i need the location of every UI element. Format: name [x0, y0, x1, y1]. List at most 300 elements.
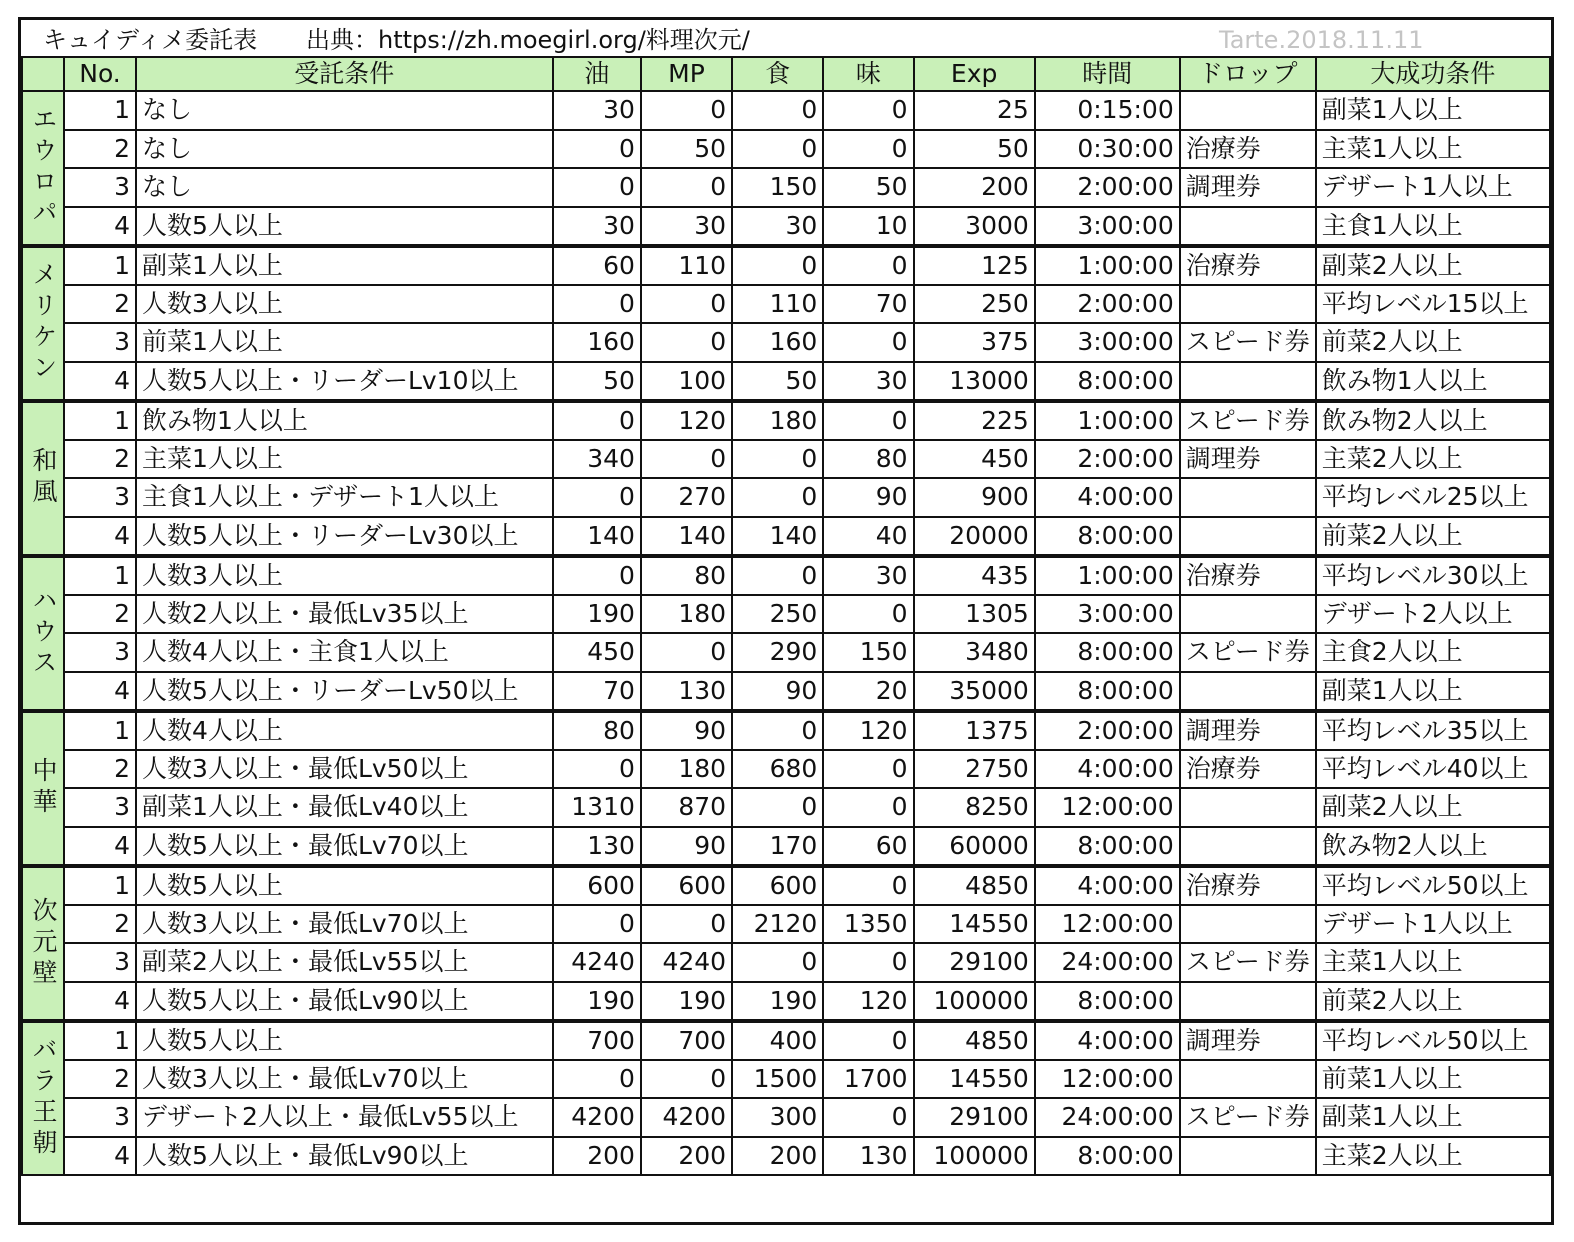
region-label: 次元壁 [22, 866, 64, 1021]
cell-bonus: 飲み物1人以上 [1316, 362, 1550, 401]
col-header-oil: 油 [553, 58, 641, 91]
cell-condition: 主食1人以上・デザート1人以上 [136, 478, 553, 517]
cell-condition: 飲み物1人以上 [136, 401, 553, 440]
cell-exp: 375 [914, 323, 1035, 362]
cell-food: 90 [732, 672, 823, 711]
region-label: ハウス [22, 556, 64, 711]
table-row [22, 866, 1550, 905]
cell-exp: 14550 [914, 1060, 1035, 1099]
cell-food: 0 [732, 943, 823, 982]
cell-drop: 治療券 [1180, 130, 1316, 169]
cell-condition: なし [136, 130, 553, 169]
cell-food: 50 [732, 362, 823, 401]
cell-exp: 250 [914, 285, 1035, 324]
cell-exp: 3000 [914, 207, 1035, 246]
cell-mp: 200 [641, 1137, 732, 1176]
cell-drop [1180, 362, 1316, 401]
cell-mp: 0 [641, 91, 732, 130]
cell-drop [1180, 1137, 1316, 1176]
table-row [22, 91, 1550, 130]
table-row [22, 440, 1550, 479]
cell-taste: 150 [823, 633, 913, 672]
cell-food: 160 [732, 323, 823, 362]
cell-food: 190 [732, 982, 823, 1021]
cell-taste: 30 [823, 362, 913, 401]
col-header-region [22, 58, 64, 91]
cell-taste: 0 [823, 788, 913, 827]
cell-drop [1180, 595, 1316, 634]
cell-drop [1180, 1060, 1316, 1099]
cell-mp: 0 [641, 285, 732, 324]
cell-mp: 0 [641, 168, 732, 207]
cell-oil: 190 [553, 982, 641, 1021]
cell-bonus: 平均レベル25以上 [1316, 478, 1550, 517]
cell-time: 3:00:00 [1035, 595, 1180, 634]
region-label: メリケン [22, 246, 64, 401]
cell-bonus: 平均レベル30以上 [1316, 556, 1550, 595]
cell-oil: 0 [553, 478, 641, 517]
cell-food: 0 [732, 130, 823, 169]
cell-bonus: 主菜1人以上 [1316, 130, 1550, 169]
cell-mp: 270 [641, 478, 732, 517]
cell-food: 0 [732, 556, 823, 595]
cell-taste: 0 [823, 91, 913, 130]
cell-drop [1180, 827, 1316, 866]
cell-food: 30 [732, 207, 823, 246]
cell-condition: 人数5人以上・リーダーLv50以上 [136, 672, 553, 711]
cell-no: 1 [64, 401, 136, 440]
cell-time: 12:00:00 [1035, 905, 1180, 944]
cell-exp: 29100 [914, 943, 1035, 982]
cell-time: 24:00:00 [1035, 943, 1180, 982]
cell-bonus: 前菜2人以上 [1316, 517, 1550, 556]
cell-oil: 0 [553, 556, 641, 595]
table-row [22, 168, 1550, 207]
cell-condition: 人数3人以上 [136, 556, 553, 595]
cell-condition: 副菜2人以上・最低Lv55以上 [136, 943, 553, 982]
col-header-time: 時間 [1035, 58, 1180, 91]
cell-mp: 130 [641, 672, 732, 711]
cell-time: 4:00:00 [1035, 1021, 1180, 1060]
cell-exp: 100000 [914, 1137, 1035, 1176]
cell-exp: 60000 [914, 827, 1035, 866]
table-row [22, 943, 1550, 982]
cell-exp: 14550 [914, 905, 1035, 944]
region-label: バラ王朝 [22, 1021, 64, 1176]
cell-food: 0 [732, 440, 823, 479]
cell-condition: なし [136, 91, 553, 130]
region-label: エウロパ [22, 91, 64, 246]
cell-exp: 8250 [914, 788, 1035, 827]
cell-taste: 1700 [823, 1060, 913, 1099]
cell-condition: 人数5人以上・最低Lv70以上 [136, 827, 553, 866]
cell-exp: 435 [914, 556, 1035, 595]
cell-oil: 4240 [553, 943, 641, 982]
cell-time: 12:00:00 [1035, 788, 1180, 827]
cell-oil: 700 [553, 1021, 641, 1060]
table-row [22, 788, 1550, 827]
cell-time: 12:00:00 [1035, 1060, 1180, 1099]
cell-bonus: 主菜2人以上 [1316, 1137, 1550, 1176]
col-header-condition: 受託条件 [136, 58, 553, 91]
cell-no: 4 [64, 207, 136, 246]
cell-condition: 人数4人以上・主食1人以上 [136, 633, 553, 672]
cell-condition: 人数5人以上 [136, 866, 553, 905]
cell-condition: 人数5人以上・最低Lv90以上 [136, 982, 553, 1021]
cell-exp: 4850 [914, 1021, 1035, 1060]
cell-taste: 120 [823, 982, 913, 1021]
table-row [22, 130, 1550, 169]
title-bar [21, 20, 1551, 58]
source-note: 出典：https://zh.moegirl.org/料理次元/ [306, 26, 750, 54]
cell-oil: 0 [553, 130, 641, 169]
cell-mp: 870 [641, 788, 732, 827]
cell-bonus: 平均レベル40以上 [1316, 750, 1550, 789]
cell-no: 1 [64, 246, 136, 285]
cell-oil: 30 [553, 207, 641, 246]
cell-no: 1 [64, 91, 136, 130]
cell-condition: 人数3人以上・最低Lv50以上 [136, 750, 553, 789]
sheet-title: キュイディメ委託表 [43, 26, 258, 54]
cell-bonus: 副菜1人以上 [1316, 91, 1550, 130]
cell-taste: 130 [823, 1137, 913, 1176]
cell-oil: 200 [553, 1137, 641, 1176]
cell-condition: 人数5人以上 [136, 207, 553, 246]
table-row [22, 1060, 1550, 1099]
cell-condition: 人数3人以上・最低Lv70以上 [136, 905, 553, 944]
table-row [22, 246, 1550, 285]
cell-no: 4 [64, 982, 136, 1021]
cell-drop [1180, 982, 1316, 1021]
cell-drop [1180, 672, 1316, 711]
cell-bonus: 平均レベル50以上 [1316, 1021, 1550, 1060]
cell-food: 150 [732, 168, 823, 207]
cell-mp: 0 [641, 440, 732, 479]
cell-mp: 600 [641, 866, 732, 905]
cell-bonus: 平均レベル35以上 [1316, 711, 1550, 750]
cell-no: 3 [64, 633, 136, 672]
table-row [22, 207, 1550, 246]
table-row [22, 982, 1550, 1021]
cell-food: 250 [732, 595, 823, 634]
cell-time: 24:00:00 [1035, 1098, 1180, 1137]
cell-oil: 160 [553, 323, 641, 362]
table-row [22, 285, 1550, 324]
cell-mp: 180 [641, 595, 732, 634]
cell-mp: 4240 [641, 943, 732, 982]
cell-food: 680 [732, 750, 823, 789]
cell-oil: 0 [553, 750, 641, 789]
cell-time: 8:00:00 [1035, 362, 1180, 401]
cell-drop: 調理券 [1180, 1021, 1316, 1060]
cell-drop: 治療券 [1180, 866, 1316, 905]
cell-exp: 1375 [914, 711, 1035, 750]
cell-time: 4:00:00 [1035, 750, 1180, 789]
cell-no: 3 [64, 1098, 136, 1137]
cell-food: 2120 [732, 905, 823, 944]
cell-food: 0 [732, 478, 823, 517]
cell-taste: 120 [823, 711, 913, 750]
cell-no: 3 [64, 323, 136, 362]
cell-mp: 110 [641, 246, 732, 285]
cell-exp: 3480 [914, 633, 1035, 672]
cell-bonus: 前菜1人以上 [1316, 1060, 1550, 1099]
table-row [22, 517, 1550, 556]
cell-condition: 人数2人以上・最低Lv35以上 [136, 595, 553, 634]
cell-mp: 80 [641, 556, 732, 595]
cell-drop: 治療券 [1180, 750, 1316, 789]
col-header-food: 食 [732, 58, 823, 91]
cell-time: 3:00:00 [1035, 207, 1180, 246]
cell-oil: 190 [553, 595, 641, 634]
col-header-drop: ドロップ [1180, 58, 1316, 91]
cell-exp: 200 [914, 168, 1035, 207]
table-body [22, 91, 1550, 1175]
cell-time: 8:00:00 [1035, 827, 1180, 866]
cell-no: 1 [64, 556, 136, 595]
cell-exp: 100000 [914, 982, 1035, 1021]
cell-no: 4 [64, 1137, 136, 1176]
col-header-taste: 味 [823, 58, 913, 91]
cell-taste: 0 [823, 1098, 913, 1137]
cell-oil: 1310 [553, 788, 641, 827]
cell-exp: 29100 [914, 1098, 1035, 1137]
cell-no: 1 [64, 1021, 136, 1060]
cell-food: 110 [732, 285, 823, 324]
cell-drop: 調理券 [1180, 711, 1316, 750]
cell-time: 2:00:00 [1035, 285, 1180, 324]
cell-condition: 前菜1人以上 [136, 323, 553, 362]
cell-taste: 30 [823, 556, 913, 595]
cell-exp: 50 [914, 130, 1035, 169]
cell-condition: 主菜1人以上 [136, 440, 553, 479]
cell-time: 3:00:00 [1035, 323, 1180, 362]
cell-condition: デザート2人以上・最低Lv55以上 [136, 1098, 553, 1137]
cell-condition: 人数3人以上 [136, 285, 553, 324]
table-row [22, 905, 1550, 944]
cell-mp: 700 [641, 1021, 732, 1060]
cell-taste: 70 [823, 285, 913, 324]
cell-mp: 4200 [641, 1098, 732, 1137]
cell-bonus: 飲み物2人以上 [1316, 401, 1550, 440]
cell-taste: 0 [823, 1021, 913, 1060]
cell-drop [1180, 478, 1316, 517]
commission-table [21, 58, 1551, 1176]
table-row [22, 1098, 1550, 1137]
cell-no: 4 [64, 517, 136, 556]
cell-exp: 2750 [914, 750, 1035, 789]
cell-no: 4 [64, 672, 136, 711]
cell-exp: 125 [914, 246, 1035, 285]
table-row [22, 827, 1550, 866]
cell-no: 1 [64, 866, 136, 905]
cell-oil: 50 [553, 362, 641, 401]
cell-no: 2 [64, 285, 136, 324]
cell-time: 1:00:00 [1035, 246, 1180, 285]
cell-food: 300 [732, 1098, 823, 1137]
cell-taste: 10 [823, 207, 913, 246]
cell-condition: 人数5人以上・リーダーLv30以上 [136, 517, 553, 556]
cell-no: 3 [64, 943, 136, 982]
cell-taste: 50 [823, 168, 913, 207]
cell-no: 2 [64, 440, 136, 479]
cell-food: 0 [732, 91, 823, 130]
cell-time: 2:00:00 [1035, 168, 1180, 207]
cell-food: 1500 [732, 1060, 823, 1099]
cell-food: 600 [732, 866, 823, 905]
cell-oil: 4200 [553, 1098, 641, 1137]
cell-time: 0:30:00 [1035, 130, 1180, 169]
cell-time: 8:00:00 [1035, 517, 1180, 556]
cell-exp: 450 [914, 440, 1035, 479]
cell-drop [1180, 91, 1316, 130]
cell-mp: 0 [641, 905, 732, 944]
cell-drop: スピード券 [1180, 323, 1316, 362]
cell-time: 1:00:00 [1035, 556, 1180, 595]
cell-time: 4:00:00 [1035, 478, 1180, 517]
cell-no: 3 [64, 788, 136, 827]
cell-taste: 1350 [823, 905, 913, 944]
cell-condition: 副菜1人以上・最低Lv40以上 [136, 788, 553, 827]
cell-condition: 人数3人以上・最低Lv70以上 [136, 1060, 553, 1099]
cell-mp: 140 [641, 517, 732, 556]
cell-drop: スピード券 [1180, 401, 1316, 440]
cell-bonus: 副菜1人以上 [1316, 672, 1550, 711]
commission-sheet [18, 17, 1554, 1225]
cell-bonus: 主菜2人以上 [1316, 440, 1550, 479]
cell-taste: 40 [823, 517, 913, 556]
table-row [22, 478, 1550, 517]
cell-no: 4 [64, 362, 136, 401]
cell-bonus: 主菜1人以上 [1316, 943, 1550, 982]
table-row [22, 362, 1550, 401]
cell-mp: 0 [641, 323, 732, 362]
cell-exp: 13000 [914, 362, 1035, 401]
cell-drop: スピード券 [1180, 943, 1316, 982]
cell-drop: スピード券 [1180, 633, 1316, 672]
cell-oil: 600 [553, 866, 641, 905]
cell-no: 1 [64, 711, 136, 750]
cell-drop: 調理券 [1180, 440, 1316, 479]
cell-bonus: 飲み物2人以上 [1316, 827, 1550, 866]
cell-taste: 0 [823, 943, 913, 982]
cell-oil: 0 [553, 285, 641, 324]
cell-time: 8:00:00 [1035, 982, 1180, 1021]
cell-oil: 30 [553, 91, 641, 130]
cell-drop [1180, 517, 1316, 556]
cell-mp: 120 [641, 401, 732, 440]
cell-mp: 0 [641, 1060, 732, 1099]
header-row [22, 58, 1550, 91]
cell-food: 400 [732, 1021, 823, 1060]
cell-taste: 90 [823, 478, 913, 517]
region-label: 和風 [22, 401, 64, 556]
table-row [22, 323, 1550, 362]
cell-drop [1180, 285, 1316, 324]
cell-oil: 0 [553, 1060, 641, 1099]
cell-drop [1180, 905, 1316, 944]
cell-oil: 140 [553, 517, 641, 556]
cell-time: 2:00:00 [1035, 440, 1180, 479]
col-header-mp: MP [641, 58, 732, 91]
cell-oil: 0 [553, 905, 641, 944]
cell-bonus: 副菜2人以上 [1316, 788, 1550, 827]
cell-food: 180 [732, 401, 823, 440]
cell-no: 4 [64, 827, 136, 866]
cell-exp: 1305 [914, 595, 1035, 634]
cell-drop: スピード券 [1180, 1098, 1316, 1137]
cell-oil: 70 [553, 672, 641, 711]
cell-mp: 50 [641, 130, 732, 169]
cell-mp: 30 [641, 207, 732, 246]
cell-oil: 60 [553, 246, 641, 285]
cell-mp: 190 [641, 982, 732, 1021]
cell-exp: 20000 [914, 517, 1035, 556]
cell-bonus: デザート1人以上 [1316, 905, 1550, 944]
cell-condition: 副菜1人以上 [136, 246, 553, 285]
cell-bonus: 主食1人以上 [1316, 207, 1550, 246]
cell-taste: 20 [823, 672, 913, 711]
cell-food: 0 [732, 246, 823, 285]
col-header-exp: Exp [914, 58, 1035, 91]
cell-food: 290 [732, 633, 823, 672]
cell-oil: 130 [553, 827, 641, 866]
cell-oil: 340 [553, 440, 641, 479]
table-row [22, 711, 1550, 750]
cell-bonus: 副菜1人以上 [1316, 1098, 1550, 1137]
cell-bonus: 主食2人以上 [1316, 633, 1550, 672]
cell-drop [1180, 207, 1316, 246]
cell-food: 200 [732, 1137, 823, 1176]
cell-no: 3 [64, 168, 136, 207]
table-row [22, 633, 1550, 672]
cell-condition: 人数5人以上・最低Lv90以上 [136, 1137, 553, 1176]
cell-condition: 人数5人以上・リーダーLv10以上 [136, 362, 553, 401]
cell-drop: 調理券 [1180, 168, 1316, 207]
col-header-no: No. [64, 58, 136, 91]
cell-exp: 225 [914, 401, 1035, 440]
cell-taste: 80 [823, 440, 913, 479]
table-row [22, 750, 1550, 789]
table-row [22, 1137, 1550, 1176]
cell-bonus: 前菜2人以上 [1316, 982, 1550, 1021]
cell-time: 2:00:00 [1035, 711, 1180, 750]
cell-no: 2 [64, 750, 136, 789]
cell-bonus: 平均レベル15以上 [1316, 285, 1550, 324]
cell-time: 8:00:00 [1035, 1137, 1180, 1176]
credit-note: Tarte.2018.11.11 [1219, 26, 1424, 54]
cell-time: 4:00:00 [1035, 866, 1180, 905]
region-label: 中華 [22, 711, 64, 866]
cell-mp: 0 [641, 633, 732, 672]
cell-condition: 人数5人以上 [136, 1021, 553, 1060]
table-row [22, 1021, 1550, 1060]
cell-food: 0 [732, 711, 823, 750]
cell-time: 8:00:00 [1035, 633, 1180, 672]
cell-time: 8:00:00 [1035, 672, 1180, 711]
cell-taste: 0 [823, 750, 913, 789]
cell-oil: 0 [553, 168, 641, 207]
cell-mp: 100 [641, 362, 732, 401]
cell-oil: 450 [553, 633, 641, 672]
table-row [22, 595, 1550, 634]
cell-taste: 0 [823, 401, 913, 440]
cell-exp: 900 [914, 478, 1035, 517]
cell-taste: 0 [823, 323, 913, 362]
cell-no: 3 [64, 478, 136, 517]
cell-bonus: デザート2人以上 [1316, 595, 1550, 634]
cell-no: 2 [64, 1060, 136, 1099]
